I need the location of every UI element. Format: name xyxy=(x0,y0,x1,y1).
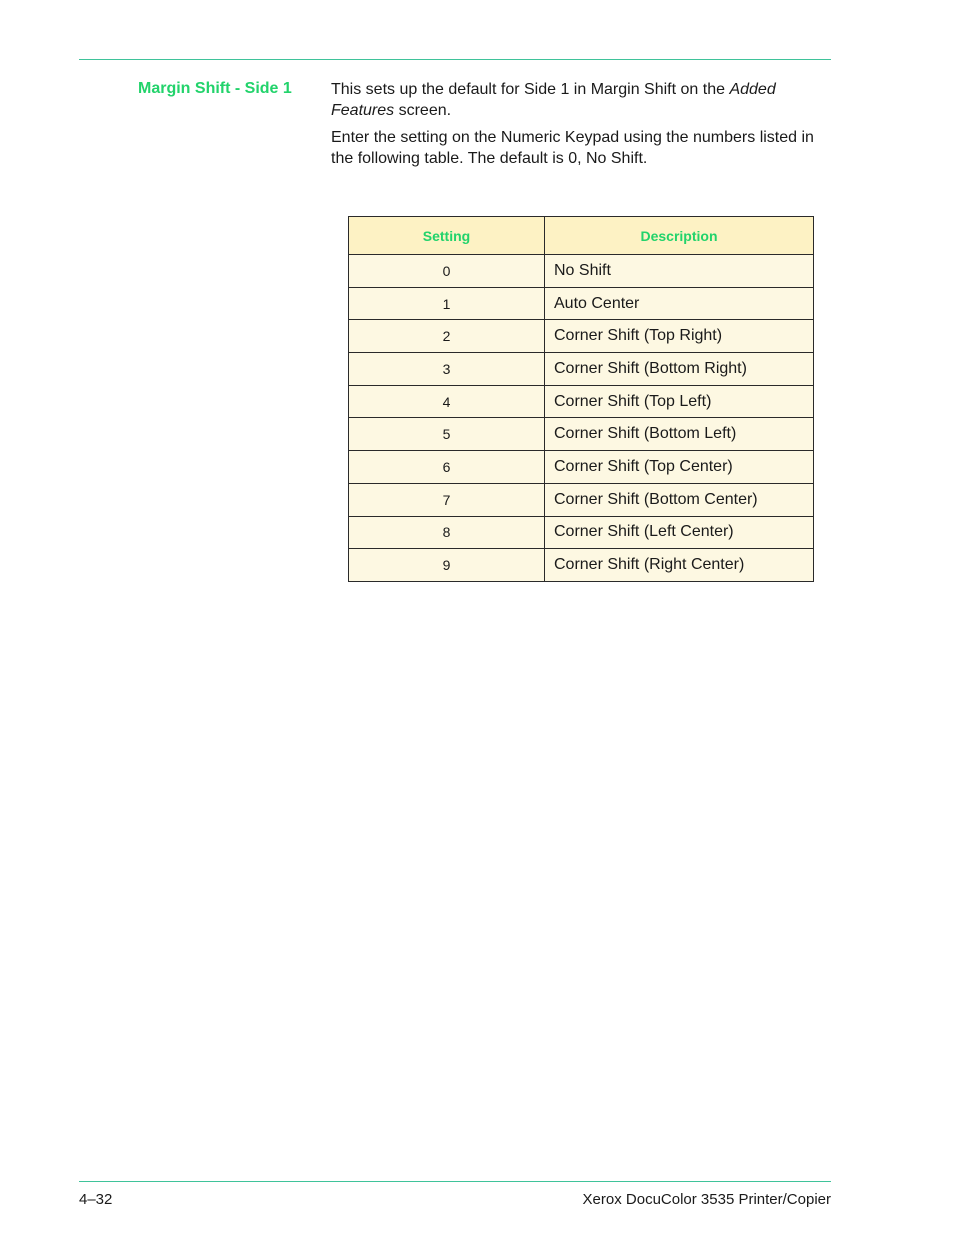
table-row xyxy=(349,451,814,484)
setting-cell: 7 xyxy=(349,483,545,516)
setting-cell: 1 xyxy=(349,287,545,320)
instruction-paragraph: Enter the setting on the Numeric Keypad using the numbers listed in the following table. The default is 0, No Shift. xyxy=(331,129,814,167)
description-cell: Corner Shift (Top Left) xyxy=(545,385,814,418)
setting-cell: 2 xyxy=(349,320,545,353)
settings-table xyxy=(348,216,814,582)
setting-cell: 8 xyxy=(349,516,545,549)
added-features-emphasis: Added Features xyxy=(331,81,776,119)
intro-text-end: screen. xyxy=(394,102,452,119)
footer-rule xyxy=(79,1181,831,1182)
table-row xyxy=(349,353,814,386)
column-header-setting: Setting xyxy=(349,217,545,255)
table-row xyxy=(349,483,814,516)
description-cell: Corner Shift (Top Center) xyxy=(545,451,814,484)
setting-cell: 3 xyxy=(349,353,545,386)
description-cell: Corner Shift (Right Center) xyxy=(545,549,814,582)
table-row xyxy=(349,516,814,549)
page-number: 4–32 xyxy=(79,1191,113,1208)
product-name: Xerox DocuColor 3535 Printer/Copier xyxy=(582,1191,831,1208)
description-cell: Corner Shift (Bottom Right) xyxy=(545,353,814,386)
description-cell: Auto Center xyxy=(545,287,814,320)
table-row xyxy=(349,549,814,582)
table-header-row xyxy=(349,217,814,255)
setting-cell: 0 xyxy=(349,255,545,288)
table-row xyxy=(349,287,814,320)
column-header-description: Description xyxy=(545,217,814,255)
table-row xyxy=(349,255,814,288)
setting-cell: 9 xyxy=(349,549,545,582)
description-cell: Corner Shift (Left Center) xyxy=(545,516,814,549)
top-rule xyxy=(79,59,831,60)
description-cell: Corner Shift (Bottom Left) xyxy=(545,418,814,451)
section-heading: Margin Shift - Side 1 xyxy=(138,80,292,97)
description-cell: Corner Shift (Bottom Center) xyxy=(545,483,814,516)
setting-cell: 4 xyxy=(349,385,545,418)
table-row xyxy=(349,385,814,418)
setting-cell: 5 xyxy=(349,418,545,451)
table-row xyxy=(349,418,814,451)
setting-cell: 6 xyxy=(349,451,545,484)
intro-paragraph xyxy=(331,79,831,121)
intro-text-start: This sets up the default for Side 1 in Margin Shift on the xyxy=(331,81,730,98)
description-cell: Corner Shift (Top Right) xyxy=(545,320,814,353)
description-cell: No Shift xyxy=(545,255,814,288)
table-row xyxy=(349,320,814,353)
